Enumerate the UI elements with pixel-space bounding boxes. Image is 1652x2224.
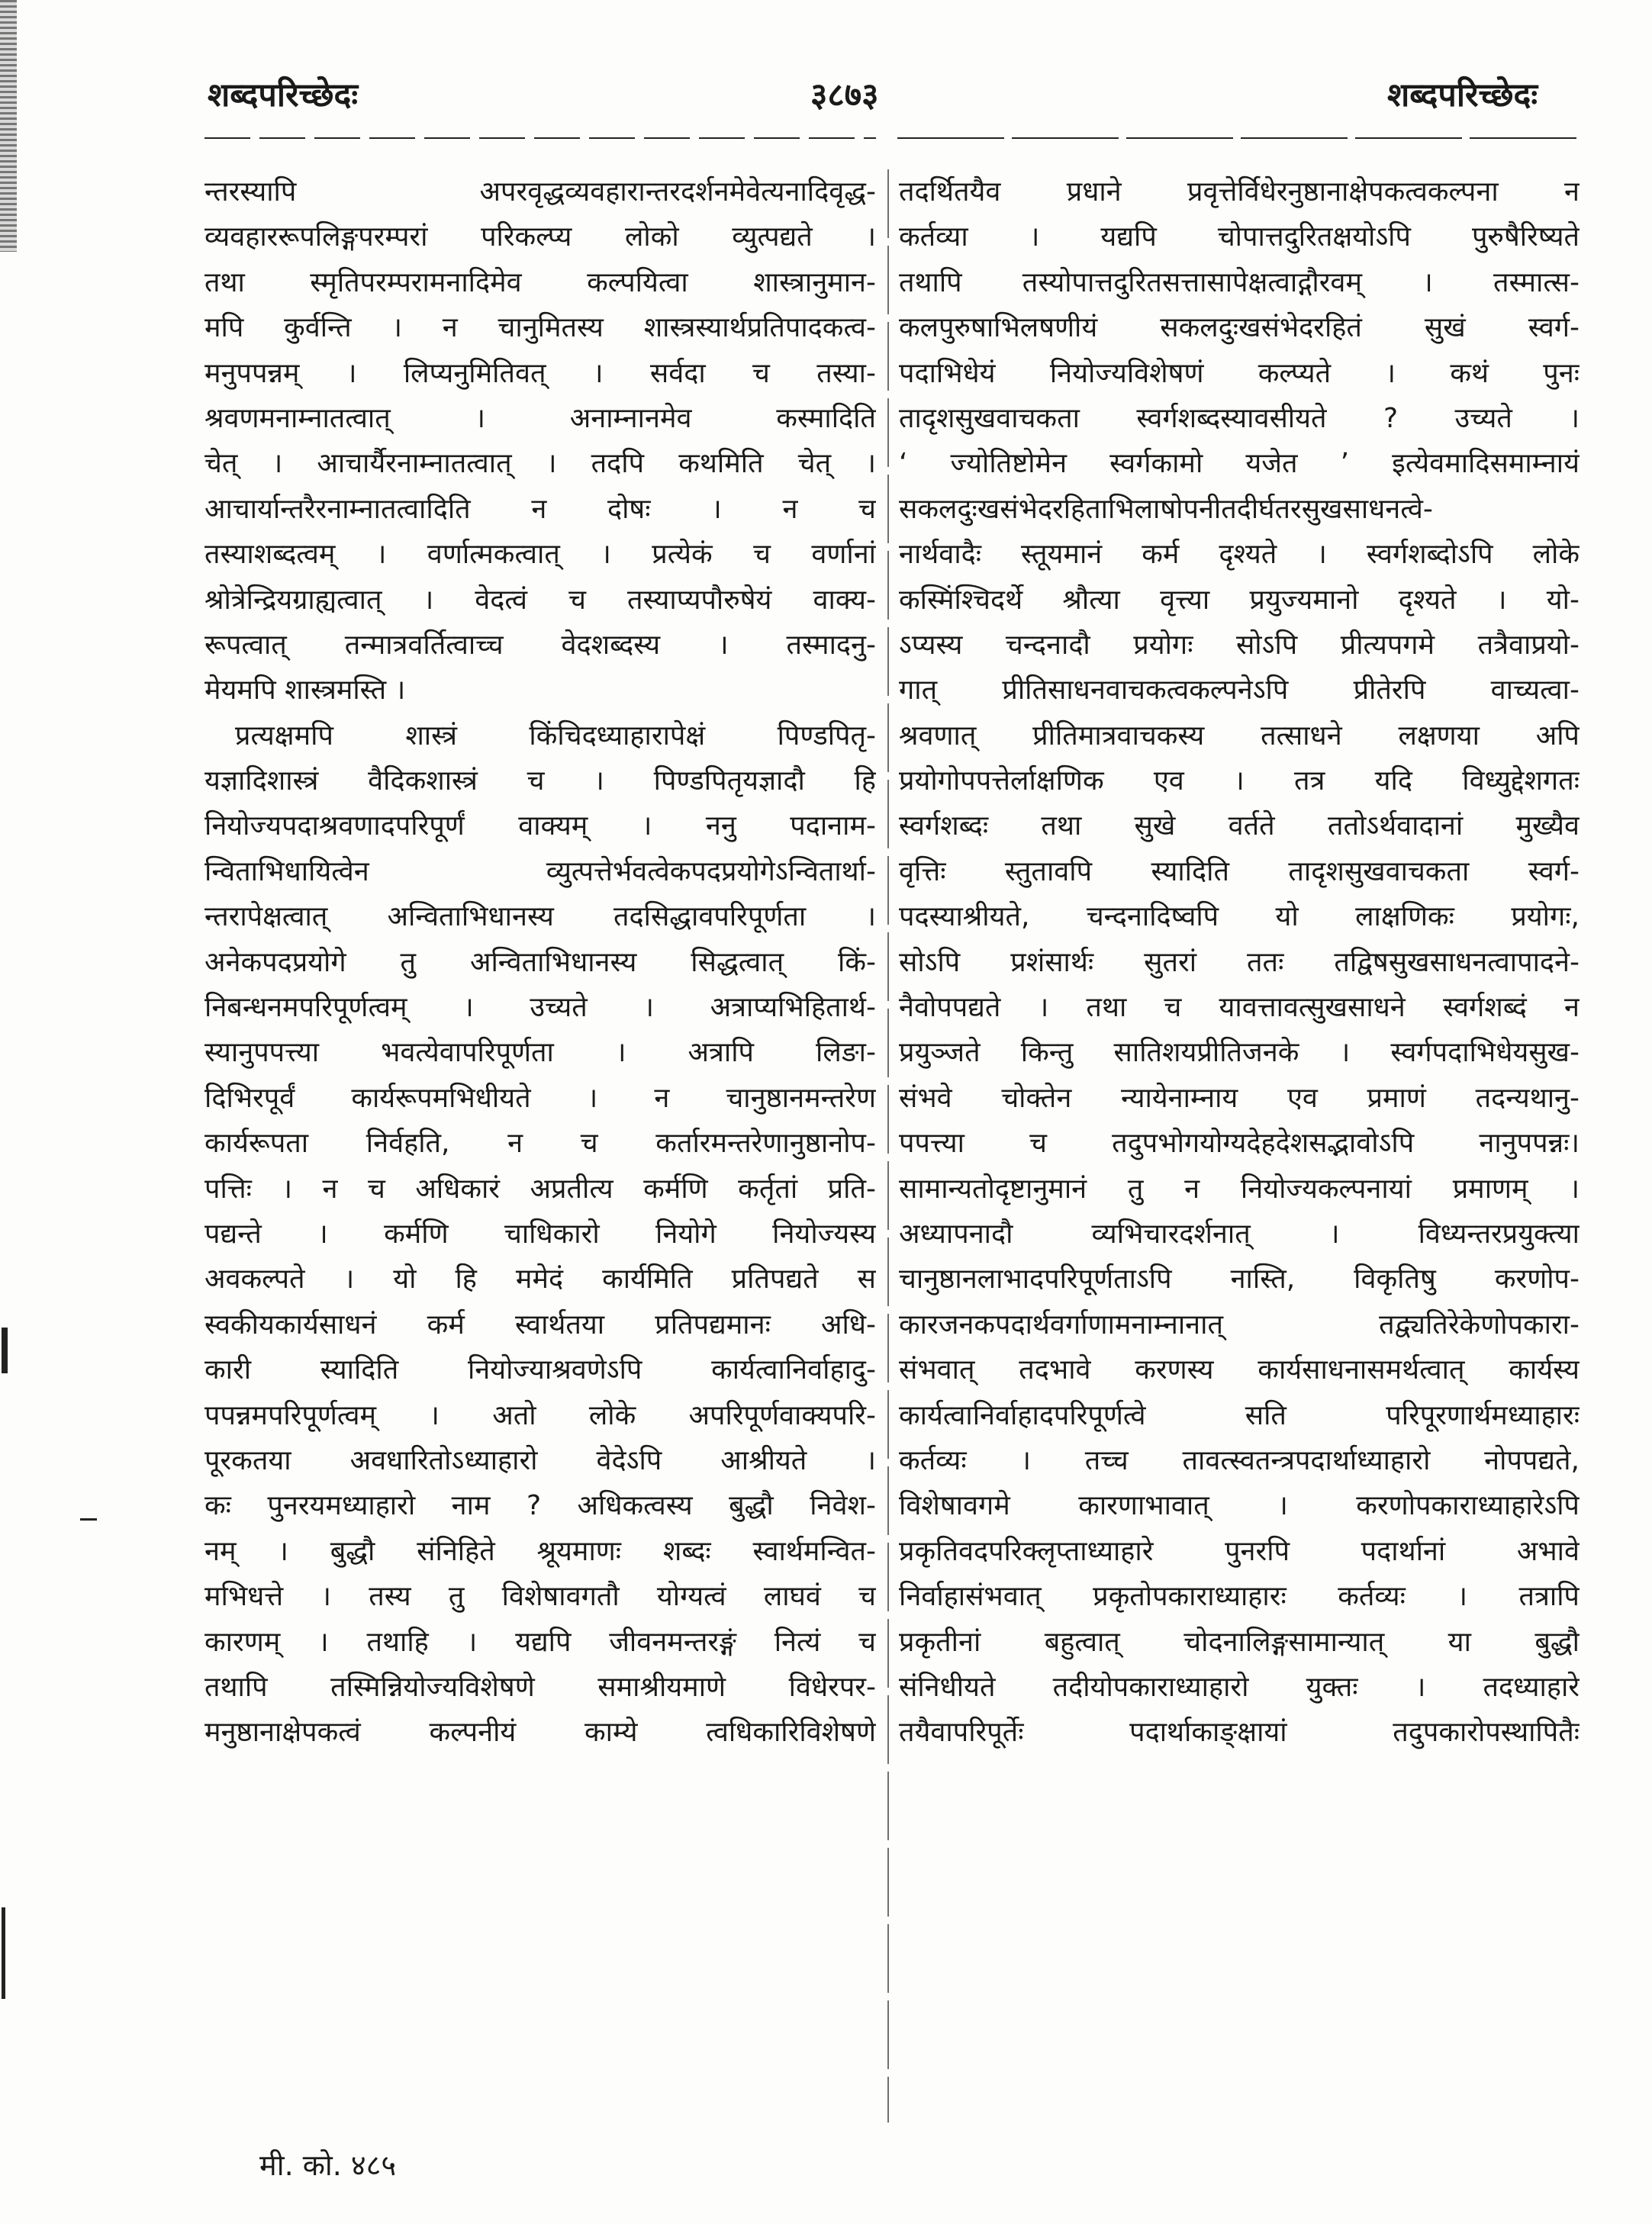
page-number: ३८७३ — [810, 76, 879, 114]
text-line: तदर्थितयैव प्रधाने प्रवृत्तेर्विधेरनुष्ठानाक्षेपकत्वकल्पना न — [899, 176, 1580, 208]
text-line: वृत्तिः स्तुतावपि स्यादिति तादृशसुखवाचकता स्वर्ग- — [899, 855, 1580, 887]
text-line: पद्यन्ते । कर्मणि चाधिकारो नियोगे नियोज्यस्य — [204, 1218, 876, 1250]
text-line: पूरकतया अवधारितोऽध्याहारो वेदेऽपि आश्रीयते । — [204, 1444, 876, 1476]
text-line: पदाभिधेयं नियोज्यविशेषणं कल्प्यते । कथं पुनः — [899, 357, 1580, 389]
text-line: सकलदुःखसंभेदरहिताभिलाषोपनीतदीर्घतरसुखसाधनत्वे- — [899, 493, 1433, 525]
margin-dash — [80, 1518, 97, 1521]
text-line: सामान्यतोदृष्टानुमानं तु न नियोज्यकल्पनायां प्रमाणम् । — [899, 1173, 1580, 1205]
text-line: ‘ ज्योतिष्टोमेन स्वर्गकामो यजेत ’ इत्येवमादिसमाम्नायं — [899, 448, 1580, 480]
text-line: नैवोपपद्यते । तथा च यावत्तावत्सुखसाधने स्वर्गशब्दं न — [899, 992, 1580, 1024]
text-line: तयैवापरिपूर्तेः पदार्थाकाङ्क्षायां तदुपकारोपस्थापितैः — [899, 1717, 1580, 1749]
text-line: आचार्यान्तरैरनाम्नातत्वादिति न दोषः । न च — [204, 493, 876, 525]
column-divider — [887, 169, 889, 2123]
margin-mark — [2, 1907, 5, 1999]
text-line: रूपत्वात् तन्मात्रवर्तित्वाच्च वेदशब्दस्य । तस्मादनु- — [204, 629, 876, 661]
text-line: मेयमपि शास्त्रमस्ति । — [204, 674, 406, 706]
footer-signature: मी. को. ४८५ — [259, 2148, 397, 2182]
text-line: गात् प्रीतिसाधनवाचकत्वकल्पनेऽपि प्रीतेरपि वाच्यत्वा- — [899, 674, 1580, 706]
text-line: कलपुरुषाभिलषणीयं सकलदुःखसंभेदरहितं सुखं स्वर्ग- — [899, 312, 1580, 344]
text-line: विशेषावगमे कारणाभावात् । करणोपकाराध्याहारेऽपि — [899, 1490, 1580, 1522]
text-line: नियोज्यपदाश्रवणादपरिपूर्णं वाक्यम् । ननु पदानाम- — [204, 810, 876, 842]
text-line: प्रयुञ्जते किन्तु सातिशयप्रीतिजनके । स्वर्गपदाभिधेयसुख- — [899, 1037, 1580, 1069]
text-line: श्रवणात् प्रीतिमात्रवाचकस्य तत्साधने लक्षणया अपि — [899, 719, 1580, 752]
text-line: स्वकीयकार्यसाधनं कर्म स्वार्थतया प्रतिपद्यमानः अधि- — [204, 1308, 876, 1341]
text-line: तथापि तस्योपात्तदुरितसत्तासापेक्षत्वाद्गौरवम् । तस्मात्स- — [899, 266, 1580, 298]
text-line: नम् । बुद्धौ संनिहिते श्रूयमाणः शब्दः स्वार्थमन्वित- — [204, 1535, 876, 1567]
header-left-title: शब्दपरिच्छेदः — [208, 76, 359, 114]
left-column — [204, 169, 876, 1756]
text-line: संभवे चोक्तेन न्यायेनाम्नाय एव प्रमाणं तदन्यथानु- — [899, 1082, 1580, 1114]
text-line: चानुष्ठानलाभादपरिपूर्णताऽपि नास्ति, विकृतिषु करणोप- — [899, 1263, 1580, 1295]
text-line: तथापि तस्मिन्नियोज्यविशेषणे समाश्रीयमाणे विधेरपर- — [204, 1671, 876, 1703]
text-line: अवकल्पते । यो हि ममेदं कार्यमिति प्रतिपद्यते स — [204, 1263, 876, 1295]
text-line: संनिधीयते तदीयोपकाराध्याहारो युक्तः । तदध्याहारे — [899, 1671, 1580, 1703]
text-line: पपन्नमपरिपूर्णत्वम् । अतो लोके अपरिपूर्णवाक्यपरि- — [204, 1399, 876, 1431]
right-column — [899, 169, 1580, 1756]
text-line: प्रयोगोपपत्तेर्लाक्षणिक एव । तत्र यदि विध्युद्देशगतः — [899, 765, 1580, 797]
text-line: अनेकपदप्रयोगे तु अन्विताभिधानस्य सिद्धत्वात् किं- — [204, 946, 876, 978]
text-line: पदस्याश्रीयते, चन्दनादिष्वपि यो लाक्षणिकः प्रयोगः, — [899, 901, 1580, 933]
text-line: यज्ञादिशास्त्रं वैदिकशास्त्रं च । पिण्डपितृयज्ञादौ हि — [204, 765, 876, 797]
text-line: स्वर्गशब्दः तथा सुखे वर्तते ततोऽर्थवादानां मुख्यैव — [899, 810, 1580, 842]
text-line: कर्तव्यः । तच्च तावत्स्वतन्त्रपदार्थाध्याहारो नोपपद्यते, — [899, 1444, 1580, 1476]
text-line: पत्तिः । न च अधिकारं अप्रतीत्य कर्मणि कर्तृतां प्रति- — [204, 1173, 876, 1205]
text-line: पपत्त्या च तदुपभोगयोग्यदेहदेशसद्भावोऽपि नानुपपन्नः। — [899, 1128, 1580, 1160]
header-right-title: शब्दपरिच्छेदः — [1387, 76, 1538, 114]
text-line: दिभिरपूर्वं कार्यरूपमभिधीयते । न चानुष्ठानमन्तरेण — [204, 1082, 876, 1114]
text-line: श्रवणमनाम्नातत्वात् । अनाम्नानमेव कस्मादिति — [204, 402, 876, 434]
text-line: निर्वाहासंभवात् प्रकृतोपकाराध्याहारः कर्तव्यः । तत्रापि — [899, 1581, 1580, 1613]
text-line: तस्याशब्दत्वम् । वर्णात्मकत्वात् । प्रत्येकं च वर्णानां — [204, 539, 876, 571]
text-line: प्रकृतीनां बहुत्वात् चोदनालिङ्गसामान्यात् या बुद्धौ — [899, 1626, 1580, 1658]
text-line: प्रत्यक्षमपि शास्त्रं किंचिदध्याहारापेक्षं पिण्डपितृ- — [235, 719, 876, 752]
text-line: मपि कुर्वन्ति । न चानुमितस्य शास्त्रस्यार्थप्रतिपादकत्व- — [204, 312, 876, 344]
text-line: न्तरापेक्षत्वात् अन्विताभिधानस्य तदसिद्धावपरिपूर्णता । — [204, 901, 876, 933]
text-line: मभिधत्ते । तस्य तु विशेषावगतौ योग्यत्वं लाघवं च — [204, 1581, 876, 1613]
text-line: श्रोत्रेन्द्रियग्राह्यत्वात् । वेदत्वं च तस्याप्यपौरुषेयं वाक्य- — [204, 584, 876, 616]
header-rule-left — [204, 137, 876, 139]
text-line: अध्यापनादौ व्यभिचारदर्शनात् । विध्यन्तरप्रयुक्त्या — [899, 1218, 1580, 1250]
header-rule-right — [897, 137, 1581, 139]
text-line: चेत् । आचार्यैरनाम्नातत्वात् । तदपि कथमिति चेत् । — [204, 448, 876, 480]
text-line: कारणम् । तथाहि । यद्यपि जीवनमन्तरङ्गं नित्यं च — [204, 1626, 876, 1658]
text-line: प्रकृतिवदपरिक्लृप्ताध्याहारे पुनरपि पदार्थानां अभावे — [899, 1535, 1580, 1567]
text-line: कार्यरूपता निर्वहति, न च कर्तारमन्तरेणानुष्ठानोप- — [204, 1128, 876, 1160]
text-line: कारी स्यादिति नियोज्याश्रवणेऽपि कार्यत्वानिर्वाहादु- — [204, 1354, 876, 1386]
text-line: न्विताभिधायित्वेन व्युत्पत्तेर्भवत्वेकपदप्रयोगेऽन्वितार्था- — [204, 855, 876, 887]
text-line: तादृशसुखवाचकता स्वर्गशब्दस्यावसीयते ? उच्यते । — [899, 402, 1580, 434]
text-line: मनुपपन्नम् । लिप्यनुमितिवत् । सर्वदा च तस्या- — [204, 357, 876, 389]
text-line: कर्तव्या । यद्यपि चोपात्तदुरितक्षयोऽपि पुरुषैरिष्यते — [899, 221, 1580, 253]
text-line: मनुष्ठानाक्षेपकत्वं कल्पनीयं काम्ये त्वधिकारिविशेषणे — [204, 1717, 876, 1749]
text-line: सोऽपि प्रशंसार्थः सुतरां ततः तद्विषसुखसाधनत्वापादने- — [899, 946, 1580, 978]
text-line: संभवात् तदभावे करणस्य कार्यसाधनासमर्थत्वात् कार्यस्य — [899, 1354, 1580, 1386]
text-line: कः पुनरयमध्याहारो नाम ? अधिकत्वस्य बुद्धौ निवेश- — [204, 1490, 876, 1522]
text-line: स्यानुपपत्त्या भवत्येवापरिपूर्णता । अत्रापि लिङा- — [204, 1037, 876, 1069]
text-line: नार्थवादैः स्तूयमानं कर्म दृश्यते । स्वर्गशब्दोऽपि लोके — [899, 539, 1580, 571]
text-line: तथा स्मृतिपरम्परामनादिमेव कल्पयित्वा शास्त्रानुमान- — [204, 266, 876, 298]
text-line: न्तरस्यापि अपरवृद्धव्यवहारान्तरदर्शनमेवेत्यनादिवृद्ध- — [204, 176, 876, 208]
margin-mark — [2, 1328, 8, 1373]
text-line: कार्यत्वानिर्वाहादपरिपूर्णत्वे सति परिपूरणार्थमध्याहारः — [899, 1399, 1580, 1431]
text-line: कस्मिंश्चिदर्थे श्रौत्या वृत्त्या प्रयुज्यमानो दृश्यते । यो- — [899, 584, 1580, 616]
text-line: कारजनकपदार्थवर्गाणामनाम्नानात् तद्व्यतिरेकेणोपकारा- — [899, 1308, 1580, 1341]
binding-edge — [0, 0, 17, 252]
text-line: निबन्धनमपरिपूर्णत्वम् । उच्यते । अत्राप्यभिहितार्थ- — [204, 992, 876, 1024]
text-line: व्यवहाररूपलिङ्गपरम्परां परिकल्प्य लोको व्युत्पद्यते । — [204, 221, 876, 253]
text-line: ऽप्यस्य चन्दनादौ प्रयोगः सोऽपि प्रीत्यपगमे तत्रैवाप्रयो- — [899, 629, 1580, 661]
running-header — [0, 72, 1652, 126]
